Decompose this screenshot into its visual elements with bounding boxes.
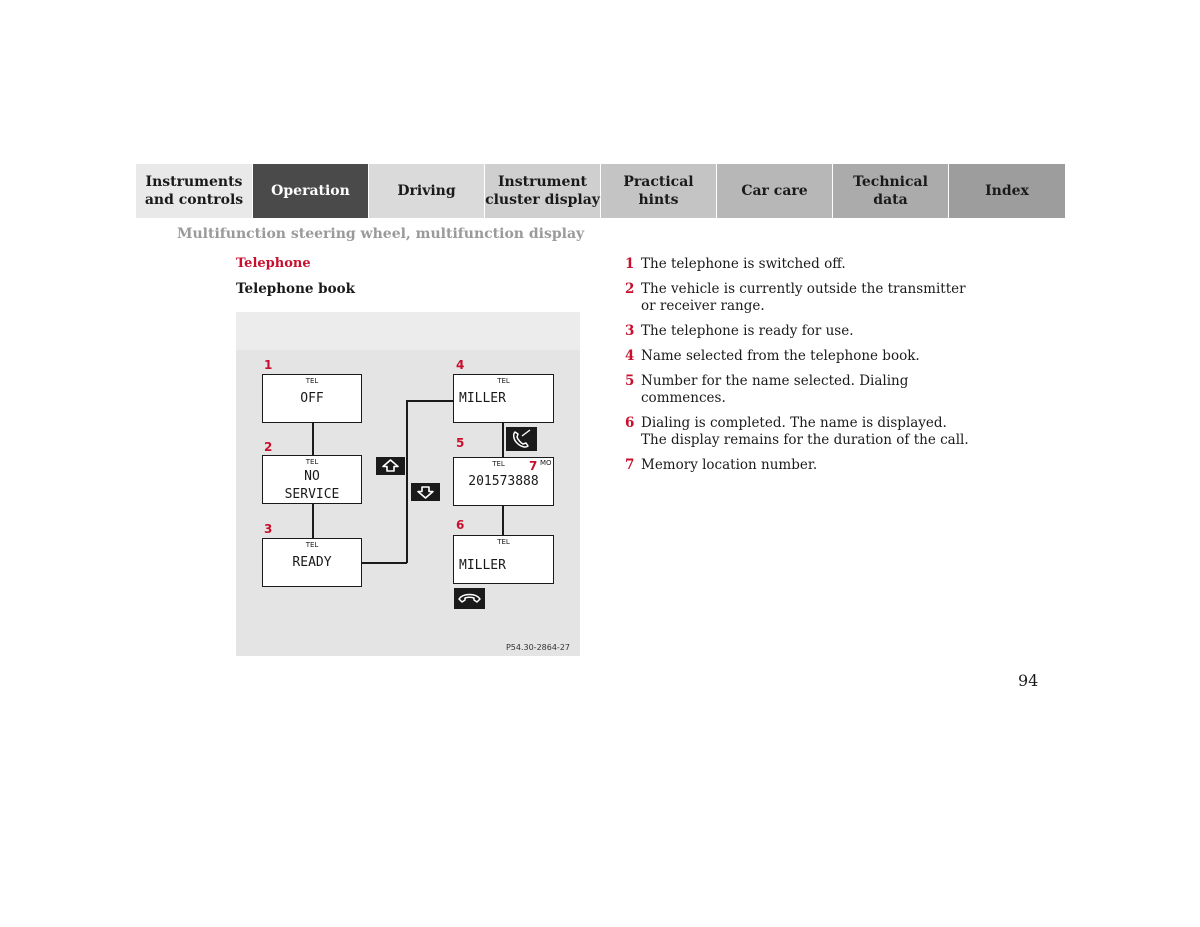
tab-instrument-cluster-display[interactable]: Instrument cluster display [485,164,601,218]
item-number: 2 [625,281,635,297]
item-number: 3 [625,323,635,339]
item-text: Name selected from the telephone book. [641,348,920,364]
item-number: 4 [625,348,635,364]
list-item [625,373,975,407]
subheading-telephone-book: Telephone book [236,281,355,297]
connector-to-4 [406,400,454,402]
callout-5: 5 [456,436,465,450]
display-no-service [262,455,362,504]
display-tel-label: TEL [305,458,319,466]
item-number: 1 [625,256,635,272]
tab-practical-hints[interactable]: Practical hints [601,164,717,218]
item-number: 6 [625,415,635,431]
list-item [625,256,975,273]
tab-index[interactable]: Index [949,164,1065,218]
callout-3: 3 [264,522,273,536]
list-item [625,415,975,449]
connector-vertical [406,400,408,563]
subheading-telephone: Telephone [236,256,311,271]
display-text: MILLER [459,391,506,406]
legend-list [625,256,975,482]
display-text: 201573888 [468,474,539,489]
list-item [625,457,975,474]
display-tel-label: TEL [497,377,510,385]
tab-technical-data[interactable]: Technical data [833,164,949,218]
connector-4-5 [502,423,504,457]
tab-instruments-and-controls[interactable]: Instruments and controls [136,164,253,218]
item-text: The vehicle is currently outside the transmitter or receiver range. [641,281,966,314]
display-tel-label: TEL [305,541,319,549]
item-number: 5 [625,373,635,389]
display-number-dialing [453,457,554,506]
callout-2: 2 [264,440,273,454]
display-text-line-2: SERVICE [284,487,340,502]
arrow-up-key-icon [376,457,405,475]
list-item [625,281,975,315]
item-text: The telephone is switched off. [641,256,846,272]
memory-label: MO [540,459,552,467]
display-call-in-progress [453,535,554,584]
section-title: Multifunction steering wheel, multifunction display [177,226,585,242]
page-number: 94 [1018,671,1039,690]
display-text: MILLER [459,558,506,573]
figure-code: P54.30-2864-27 [505,643,570,652]
phone-hang-up-icon [454,588,485,609]
telephone-book-figure [236,312,580,656]
phone-off-hook-icon [506,427,537,451]
callout-7: 7 [529,459,538,473]
tab-operation[interactable]: Operation [253,164,369,218]
list-item [625,348,975,365]
display-tel-label: TEL [305,377,319,385]
list-item [625,323,975,340]
figure-top-strip [236,312,580,350]
item-text: Memory location number. [641,457,818,473]
connector-1-2 [312,423,314,457]
connector-2-3 [312,504,314,538]
display-name-selected [453,374,554,423]
item-text: The telephone is ready for use. [641,323,854,339]
display-text: NO [304,469,320,484]
connector-3-right [362,562,407,564]
item-text: Number for the name selected. Dialing commences. [641,373,909,406]
display-text: OFF [300,391,324,406]
callout-4: 4 [456,358,465,372]
display-off [262,374,362,423]
callout-1: 1 [264,358,273,372]
chapter-tabs [136,164,1065,218]
display-text: READY [292,555,332,570]
connector-5-6 [502,505,504,535]
display-ready [262,538,362,587]
item-number: 7 [625,457,635,473]
callout-6: 6 [456,518,465,532]
tab-car-care[interactable]: Car care [717,164,833,218]
tab-driving[interactable]: Driving [369,164,485,218]
arrow-down-key-icon [411,483,440,501]
item-text: Dialing is completed. The name is displayed. The display remains for the duration of the call. [641,415,969,448]
display-tel-label: TEL [492,460,505,468]
display-tel-label: TEL [497,538,510,546]
